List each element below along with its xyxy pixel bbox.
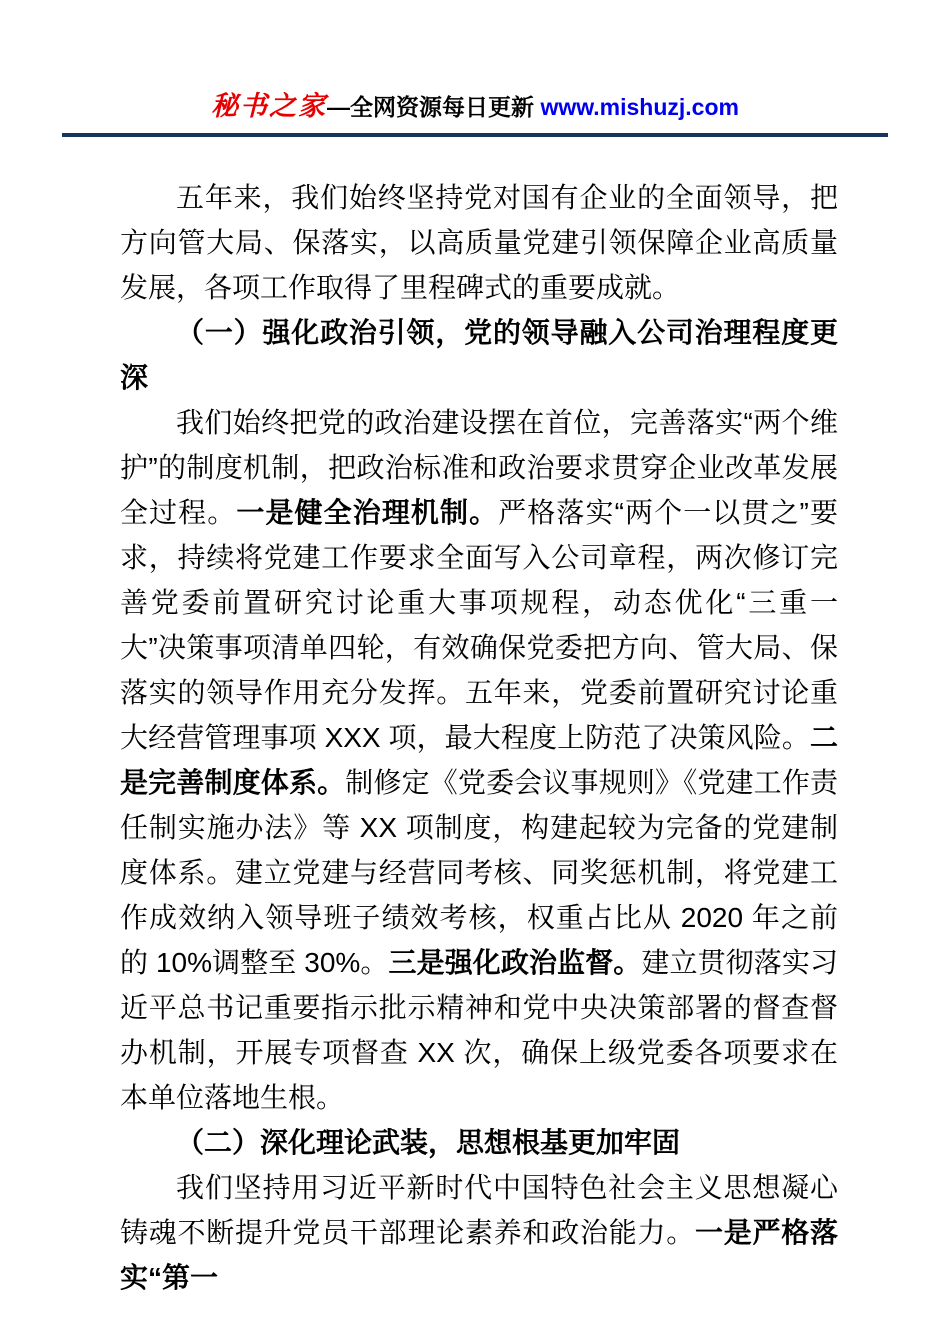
section-1-body — [120, 400, 838, 1120]
section-heading-2 — [120, 1120, 838, 1165]
text-run-bold: 三是强化政治监督。 — [388, 947, 642, 978]
text-run-bold: 一是健全治理机制。 — [236, 497, 499, 528]
header-url-link[interactable]: www.mishuzj.com — [540, 94, 739, 120]
document-body — [0, 137, 950, 1300]
text-run: 我们始终把党的政治建设摆在首位，完善落实“两个维护”的制度机制，把政治标准和政治要求贯穿企业改革发展全过程。 — [120, 407, 838, 528]
text-run-bold: 二是完善制度体系。 — [120, 722, 838, 798]
section-2-body — [120, 1165, 838, 1300]
site-header — [0, 0, 950, 123]
intro-paragraph — [120, 175, 838, 310]
text-run-bold: 一是严格落实“第一 — [120, 1217, 838, 1293]
text-run-bold: （二）深化理论武装，思想根基更加牢固 — [176, 1127, 681, 1158]
brand-name: 秘书之家 — [211, 91, 328, 121]
section-heading-1 — [120, 310, 838, 400]
text-run-bold: （一）强化政治引领，党的领导融入公司治理程度更深 — [120, 317, 838, 393]
text-run: 建立贯彻落实习近平总书记重要指示批示精神和党中央决策部署的督查督办机制，开展专项督查 XX 次，确保上级党委各项要求在本单位落地生根。 — [120, 947, 838, 1113]
text-run: 严格落实“两个一以贯之”要求，持续将党建工作要求全面写入公司章程，两次修订完善党委前置研究讨论重大事项规程，动态优化“三重一大”决策事项清单四轮，有效确保党委把方向、管大局、保落实的领导作用充分发挥。五年来，党委前置研究讨论重大经营管理事项 XXX 项，最大程度上防范了决策风险。 — [120, 497, 838, 753]
text-run: 制修定《党委会议事规则》《党建工作责任制实施办法》等 XX 项制度，构建起较为完备的党建制度体系。建立党建与经营同考核、同奖惩机制，将党建工作成效纳入领导班子绩效考核，权重占比从 2020 年之前的 10%调整至 30%。 — [120, 767, 838, 978]
text-run: 我们坚持用习近平新时代中国特色社会主义思想凝心铸魂不断提升党员干部理论素养和政治能力。 — [120, 1172, 838, 1248]
header-tagline: —全网资源每日更新 — [327, 94, 541, 120]
text-run: 五年来，我们始终坚持党对国有企业的全面领导，把方向管大局、保落实，以高质量党建引领保障企业高质量发展，各项工作取得了里程碑式的重要成就。 — [120, 182, 838, 303]
